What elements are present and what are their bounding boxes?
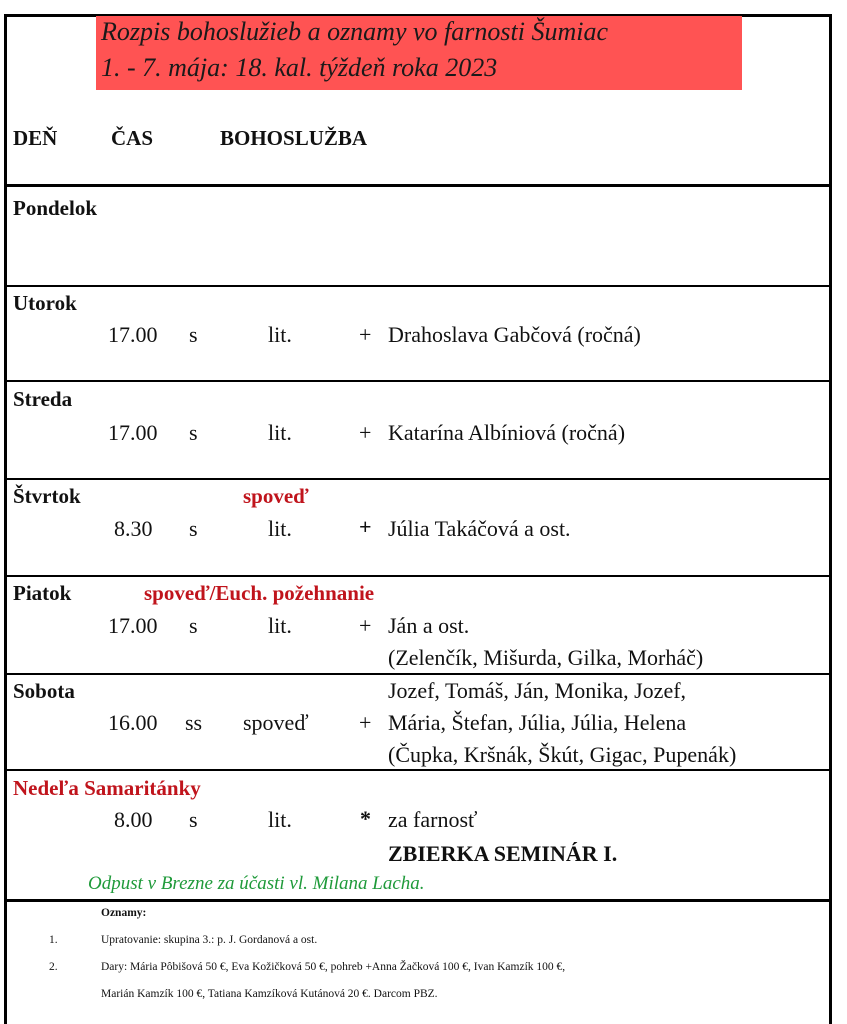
- row-divider: [4, 184, 832, 187]
- day-wednesday: Streda: [13, 387, 73, 411]
- announcements-heading: Oznamy:: [101, 907, 147, 919]
- saturday-rite: spoveď: [243, 710, 309, 735]
- title-line-1: Rozpis bohoslužieb a oznamy vo farnosti Šumiac: [101, 17, 608, 46]
- announcement-number: 1.: [49, 934, 58, 946]
- wednesday-type: s: [189, 420, 198, 445]
- sunday-intention: za farnosť: [388, 807, 478, 832]
- tuesday-type: s: [189, 322, 198, 347]
- saturday-intention: Mária, Štefan, Júlia, Júlia, Helena: [388, 710, 687, 735]
- tuesday-time: 17.00: [108, 322, 158, 347]
- saturday-mark: +: [359, 710, 372, 735]
- thursday-mark: +: [359, 514, 372, 539]
- sunday-mark: *: [360, 806, 371, 831]
- header-day: DEŇ: [13, 126, 58, 150]
- tuesday-mark: +: [359, 322, 372, 347]
- sunday-collection: ZBIERKA SEMINÁR I.: [388, 841, 618, 866]
- title-line-2: 1. - 7. mája: 18. kal. týždeň roka 2023: [101, 53, 498, 82]
- friday-intention-names: (Zelenčík, Mišurda, Gilka, Morháč): [388, 645, 704, 670]
- day-tuesday: Utorok: [13, 291, 77, 315]
- sunday-time: 8.00: [114, 807, 153, 832]
- announcement-text: Upratovanie: skupina 3.: p. J. Gordanová a ost.: [101, 934, 318, 946]
- day-sunday: Nedeľa Samaritánky: [13, 776, 201, 800]
- saturday-time: 16.00: [108, 710, 158, 735]
- saturday-type: ss: [185, 710, 203, 735]
- friday-note: spoveď/Euch. požehnanie: [144, 581, 375, 605]
- thursday-intention: Júlia Takáčová a ost.: [388, 516, 571, 541]
- day-monday: Pondelok: [13, 196, 98, 220]
- row-divider: [4, 673, 832, 675]
- wednesday-rite: lit.: [268, 420, 292, 445]
- day-thursday: Štvrtok: [13, 484, 81, 508]
- sunday-type: s: [189, 807, 198, 832]
- thursday-rite: lit.: [268, 516, 292, 541]
- header-time: ČAS: [111, 126, 154, 150]
- row-divider: [4, 575, 832, 577]
- row-divider: [4, 769, 832, 771]
- sunday-green-note: Odpust v Brezne za účasti vl. Milana Lacha.: [88, 873, 425, 894]
- row-divider: [4, 285, 832, 287]
- friday-intention: Ján a ost.: [388, 613, 470, 638]
- announcement-number: 2.: [49, 961, 58, 973]
- row-divider: [4, 478, 832, 480]
- thursday-time: 8.30: [114, 516, 153, 541]
- wednesday-intention: Katarína Albíniová (ročná): [388, 420, 626, 445]
- tuesday-rite: lit.: [268, 322, 292, 347]
- saturday-intention-names: (Čupka, Kršnák, Škút, Gigac, Pupenák): [388, 742, 737, 767]
- announcement-text-cont: Marián Kamzík 100 €, Tatiana Kamzíková Kutánová 20 €. Darcom PBZ.: [101, 988, 438, 1000]
- friday-type: s: [189, 613, 198, 638]
- thursday-type: s: [189, 516, 198, 541]
- wednesday-mark: +: [359, 420, 372, 445]
- announcement-text: Dary: Mária Pôbišová 50 €, Eva Kožičková 50 €, pohreb +Anna Žačková 100 €, Ivan Kamzík 100 €,: [101, 961, 566, 973]
- row-divider: [4, 899, 832, 902]
- friday-rite: lit.: [268, 613, 292, 638]
- friday-time: 17.00: [108, 613, 158, 638]
- thursday-note: spoveď: [243, 484, 309, 508]
- tuesday-intention: Drahoslava Gabčová (ročná): [388, 322, 641, 347]
- wednesday-time: 17.00: [108, 420, 158, 445]
- day-saturday: Sobota: [13, 679, 75, 703]
- row-divider: [4, 380, 832, 382]
- header-service: BOHOSLUŽBA: [220, 126, 368, 150]
- sunday-rite: lit.: [268, 807, 292, 832]
- day-friday: Piatok: [13, 581, 72, 605]
- saturday-intention-top: Jozef, Tomáš, Ján, Monika, Jozef,: [388, 678, 687, 703]
- friday-mark: +: [359, 613, 372, 638]
